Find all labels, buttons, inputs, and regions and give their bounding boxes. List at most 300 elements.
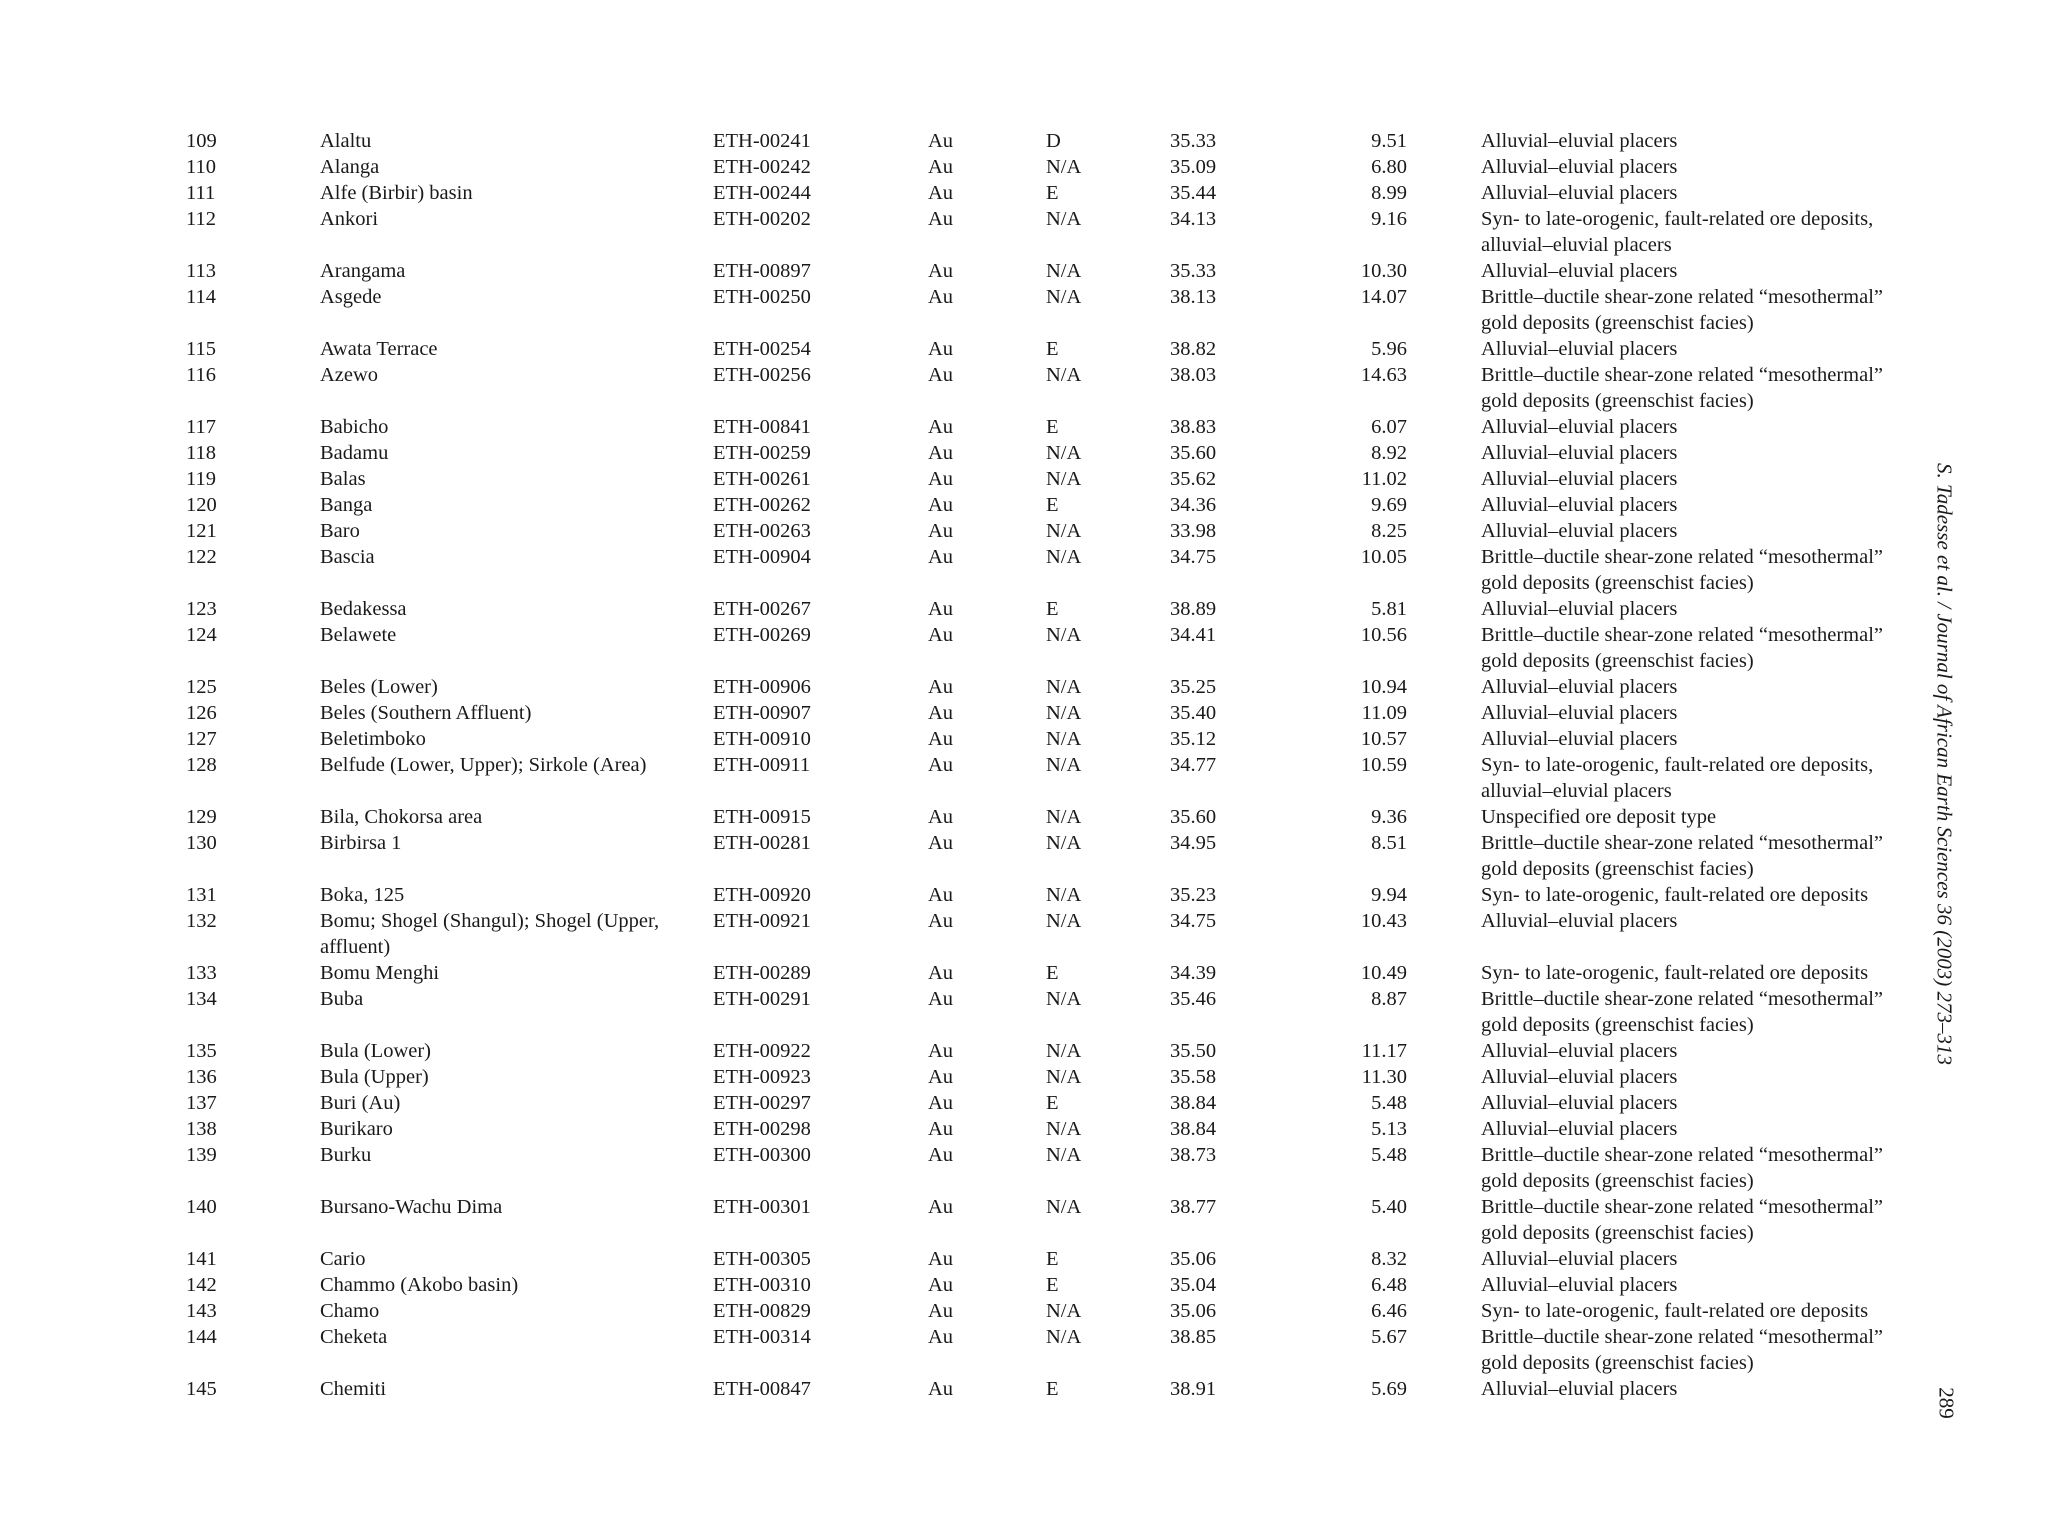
table-row	[186, 986, 1927, 1038]
cell-longitude: 35.06	[1170, 1300, 1217, 1322]
cell-longitude: 35.04	[1170, 1274, 1217, 1296]
table-row	[186, 414, 1927, 440]
cell-latitude: 6.07	[1371, 416, 1407, 438]
cell-spacer	[1407, 284, 1481, 336]
cell-deposit-id: ETH-00907	[713, 702, 811, 724]
table-row	[186, 128, 1927, 154]
cell-deposit-id: ETH-00261	[713, 468, 811, 490]
cell-deposit-name: Badamu	[320, 442, 389, 464]
cell-deposit-id: ETH-00915	[713, 806, 811, 828]
cell-deposit-type: Alluvial–eluvial placers	[1481, 520, 1678, 542]
cell-status: N/A	[1046, 806, 1082, 828]
cell-deposit-name: Belawete	[320, 624, 397, 646]
cell-deposit-type: Brittle–ductile shear-zone related “mesothermal” gold deposits (greenschist facies)	[1481, 624, 1884, 672]
cell-number: 115	[186, 338, 216, 360]
cell-number: 136	[186, 1066, 217, 1088]
cell-spacer	[1407, 518, 1481, 544]
cell-latitude: 11.02	[1361, 468, 1407, 490]
cell-deposit-id: ETH-00922	[713, 1040, 811, 1062]
cell-deposit-name: Buba	[320, 988, 364, 1010]
cell-longitude: 35.50	[1170, 1040, 1217, 1062]
table-body	[186, 128, 1927, 1402]
table-row	[186, 1090, 1927, 1116]
cell-number: 137	[186, 1092, 217, 1114]
cell-commodity: Au	[928, 728, 954, 750]
cell-deposit-type: Alluvial–eluvial placers	[1481, 702, 1678, 724]
table-row	[186, 804, 1927, 830]
cell-commodity: Au	[928, 364, 954, 386]
cell-number: 121	[186, 520, 217, 542]
cell-commodity: Au	[928, 416, 954, 438]
cell-number: 120	[186, 494, 217, 516]
cell-latitude: 10.43	[1360, 910, 1407, 932]
page-number	[1926, 1383, 1966, 1423]
table-row	[186, 466, 1927, 492]
cell-number: 142	[186, 1274, 217, 1296]
cell-number: 130	[186, 832, 217, 854]
deposits-table	[186, 128, 1927, 1402]
cell-latitude: 6.48	[1371, 1274, 1407, 1296]
table-row	[186, 206, 1927, 258]
cell-longitude: 38.77	[1170, 1196, 1217, 1218]
cell-number: 128	[186, 754, 217, 776]
cell-number: 125	[186, 676, 217, 698]
cell-commodity: Au	[928, 156, 954, 178]
cell-spacer	[1407, 1246, 1481, 1272]
cell-status: E	[1046, 598, 1059, 620]
cell-deposit-type: Brittle–ductile shear-zone related “mesothermal” gold deposits (greenschist facies)	[1481, 1144, 1884, 1192]
table-row	[186, 1142, 1927, 1194]
cell-deposit-id: ETH-00256	[713, 364, 811, 386]
cell-number: 114	[186, 286, 216, 308]
cell-spacer	[1407, 336, 1481, 362]
cell-commodity: Au	[928, 1118, 954, 1140]
table-row	[186, 518, 1927, 544]
cell-latitude: 10.05	[1360, 546, 1407, 568]
cell-number: 139	[186, 1144, 217, 1166]
cell-spacer	[1407, 1324, 1481, 1376]
cell-deposit-id: ETH-00906	[713, 676, 811, 698]
cell-number: 138	[186, 1118, 217, 1140]
cell-latitude: 5.40	[1371, 1196, 1407, 1218]
cell-spacer	[1407, 440, 1481, 466]
cell-number: 112	[186, 208, 216, 230]
cell-longitude: 35.06	[1170, 1248, 1217, 1270]
cell-longitude: 35.40	[1170, 702, 1217, 724]
cell-status: N/A	[1046, 208, 1082, 230]
cell-deposit-id: ETH-00911	[713, 754, 811, 776]
cell-status: N/A	[1046, 156, 1082, 178]
cell-deposit-name: Alfe (Birbir) basin	[320, 182, 473, 204]
cell-deposit-name: Belfude (Lower, Upper); Sirkole (Area)	[320, 754, 647, 776]
cell-latitude: 8.99	[1371, 182, 1407, 204]
cell-number: 117	[186, 416, 216, 438]
cell-spacer	[1407, 154, 1481, 180]
cell-deposit-name: Cario	[320, 1248, 366, 1270]
cell-latitude: 5.13	[1371, 1118, 1407, 1140]
table-row	[186, 1376, 1927, 1402]
cell-deposit-id: ETH-00305	[713, 1248, 811, 1270]
cell-deposit-id: ETH-00262	[713, 494, 811, 516]
table-row	[186, 1298, 1927, 1324]
cell-number: 132	[186, 910, 217, 932]
cell-spacer	[1407, 596, 1481, 622]
cell-latitude: 8.87	[1371, 988, 1407, 1010]
cell-number: 129	[186, 806, 217, 828]
cell-spacer	[1407, 882, 1481, 908]
cell-number: 133	[186, 962, 217, 984]
cell-longitude: 34.36	[1170, 494, 1217, 516]
cell-deposit-id: ETH-00202	[713, 208, 811, 230]
cell-deposit-name: Bursano-Wachu Dima	[320, 1196, 503, 1218]
cell-status: N/A	[1046, 1040, 1082, 1062]
cell-deposit-id: ETH-00310	[713, 1274, 811, 1296]
cell-commodity: Au	[928, 130, 954, 152]
cell-deposit-id: ETH-00298	[713, 1118, 811, 1140]
cell-status: E	[1046, 494, 1059, 516]
cell-status: N/A	[1046, 442, 1082, 464]
table-row	[186, 180, 1927, 206]
cell-deposit-id: ETH-00297	[713, 1092, 811, 1114]
cell-longitude: 38.91	[1170, 1378, 1217, 1400]
cell-status: N/A	[1046, 728, 1082, 750]
cell-deposit-name: Asgede	[320, 286, 382, 308]
cell-deposit-type: Alluvial–eluvial placers	[1481, 468, 1678, 490]
cell-deposit-id: ETH-00829	[713, 1300, 811, 1322]
cell-latitude: 10.94	[1360, 676, 1407, 698]
table-row	[186, 1116, 1927, 1142]
cell-spacer	[1407, 1064, 1481, 1090]
cell-latitude: 9.94	[1371, 884, 1407, 906]
cell-longitude: 35.58	[1170, 1066, 1217, 1088]
cell-latitude: 10.57	[1360, 728, 1407, 750]
cell-commodity: Au	[928, 884, 954, 906]
cell-commodity: Au	[928, 442, 954, 464]
cell-deposit-name: Chammo (Akobo basin)	[320, 1274, 519, 1296]
cell-deposit-name: Boka, 125	[320, 884, 405, 906]
cell-status: N/A	[1046, 702, 1082, 724]
cell-deposit-name: Bila, Chokorsa area	[320, 806, 483, 828]
cell-commodity: Au	[928, 494, 954, 516]
cell-longitude: 34.77	[1170, 754, 1217, 776]
cell-spacer	[1407, 544, 1481, 596]
cell-latitude: 10.49	[1360, 962, 1407, 984]
cell-commodity: Au	[928, 182, 954, 204]
table-row	[186, 908, 1927, 960]
cell-latitude: 10.30	[1360, 260, 1407, 282]
cell-spacer	[1407, 362, 1481, 414]
cell-commodity: Au	[928, 1378, 954, 1400]
cell-commodity: Au	[928, 1300, 954, 1322]
cell-deposit-id: ETH-00267	[713, 598, 811, 620]
cell-commodity: Au	[928, 676, 954, 698]
cell-deposit-type: Alluvial–eluvial placers	[1481, 1040, 1678, 1062]
cell-deposit-type: Alluvial–eluvial placers	[1481, 676, 1678, 698]
cell-latitude: 9.51	[1371, 130, 1407, 152]
cell-deposit-name: Burku	[320, 1144, 372, 1166]
cell-spacer	[1407, 674, 1481, 700]
cell-longitude: 38.82	[1170, 338, 1217, 360]
cell-deposit-name: Arangama	[320, 260, 406, 282]
cell-status: N/A	[1046, 286, 1082, 308]
cell-number: 116	[186, 364, 216, 386]
cell-status: N/A	[1046, 1326, 1082, 1348]
table-row	[186, 1272, 1927, 1298]
cell-latitude: 8.51	[1371, 832, 1407, 854]
cell-deposit-id: ETH-00897	[713, 260, 811, 282]
cell-longitude: 38.85	[1170, 1326, 1217, 1348]
cell-deposit-name: Bomu; Shogel (Shangul); Shogel (Upper, affluent)	[320, 910, 660, 958]
cell-commodity: Au	[928, 754, 954, 776]
cell-latitude: 8.32	[1371, 1248, 1407, 1270]
cell-latitude: 5.48	[1371, 1144, 1407, 1166]
cell-deposit-type: Alluvial–eluvial placers	[1481, 1066, 1678, 1088]
cell-deposit-type: Syn- to late-orogenic, fault-related ore deposits	[1481, 884, 1869, 906]
cell-spacer	[1407, 206, 1481, 258]
cell-longitude: 33.98	[1170, 520, 1217, 542]
cell-number: 124	[186, 624, 217, 646]
cell-spacer	[1407, 1142, 1481, 1194]
cell-latitude: 5.67	[1371, 1326, 1407, 1348]
cell-commodity: Au	[928, 598, 954, 620]
cell-number: 141	[186, 1248, 217, 1270]
cell-longitude: 34.41	[1170, 624, 1217, 646]
cell-spacer	[1407, 414, 1481, 440]
table-row	[186, 284, 1927, 336]
cell-latitude: 11.30	[1361, 1066, 1407, 1088]
cell-number: 127	[186, 728, 217, 750]
cell-latitude: 5.96	[1371, 338, 1407, 360]
cell-longitude: 34.13	[1170, 208, 1217, 230]
table-row	[186, 1194, 1927, 1246]
cell-deposit-type: Brittle–ductile shear-zone related “mesothermal” gold deposits (greenschist facies)	[1481, 364, 1884, 412]
cell-deposit-id: ETH-00920	[713, 884, 811, 906]
cell-deposit-type: Alluvial–eluvial placers	[1481, 260, 1678, 282]
cell-longitude: 35.23	[1170, 884, 1217, 906]
cell-longitude: 34.95	[1170, 832, 1217, 854]
cell-status: N/A	[1046, 260, 1082, 282]
cell-longitude: 35.33	[1170, 130, 1217, 152]
cell-status: N/A	[1046, 988, 1082, 1010]
cell-number: 145	[186, 1378, 217, 1400]
cell-latitude: 14.07	[1360, 286, 1407, 308]
cell-number: 126	[186, 702, 217, 724]
cell-spacer	[1407, 1272, 1481, 1298]
cell-latitude: 9.69	[1371, 494, 1407, 516]
table-row	[186, 544, 1927, 596]
page-number-text: 289	[1934, 1387, 1959, 1419]
table-row	[186, 154, 1927, 180]
cell-longitude: 35.12	[1170, 728, 1217, 750]
cell-latitude: 11.17	[1361, 1040, 1407, 1062]
cell-number: 118	[186, 442, 216, 464]
cell-commodity: Au	[928, 338, 954, 360]
running-head	[1924, 444, 1964, 1084]
cell-number: 143	[186, 1300, 217, 1322]
cell-latitude: 9.16	[1371, 208, 1407, 230]
cell-deposit-name: Cheketa	[320, 1326, 388, 1348]
table-row	[186, 1324, 1927, 1376]
cell-deposit-name: Buri (Au)	[320, 1092, 401, 1114]
cell-commodity: Au	[928, 286, 954, 308]
cell-spacer	[1407, 1038, 1481, 1064]
cell-deposit-type: Brittle–ductile shear-zone related “mesothermal” gold deposits (greenschist facies)	[1481, 546, 1884, 594]
cell-longitude: 35.25	[1170, 676, 1217, 698]
cell-latitude: 11.09	[1361, 702, 1407, 724]
cell-number: 109	[186, 130, 217, 152]
table-row	[186, 336, 1927, 362]
table-row	[186, 1246, 1927, 1272]
cell-spacer	[1407, 960, 1481, 986]
table-row	[186, 1038, 1927, 1064]
cell-commodity: Au	[928, 1196, 954, 1218]
cell-longitude: 34.75	[1170, 546, 1217, 568]
cell-longitude: 38.83	[1170, 416, 1217, 438]
cell-deposit-type: Alluvial–eluvial placers	[1481, 1248, 1678, 1270]
cell-status: E	[1046, 1248, 1059, 1270]
cell-latitude: 10.59	[1360, 754, 1407, 776]
cell-deposit-id: ETH-00263	[713, 520, 811, 542]
cell-deposit-id: ETH-00291	[713, 988, 811, 1010]
cell-deposit-type: Syn- to late-orogenic, fault-related ore deposits, alluvial–eluvial placers	[1481, 208, 1874, 256]
cell-commodity: Au	[928, 1092, 954, 1114]
cell-spacer	[1407, 1116, 1481, 1142]
cell-deposit-id: ETH-00921	[713, 910, 811, 932]
cell-commodity: Au	[928, 702, 954, 724]
cell-deposit-id: ETH-00242	[713, 156, 811, 178]
cell-status: N/A	[1046, 546, 1082, 568]
cell-deposit-type: Alluvial–eluvial placers	[1481, 156, 1678, 178]
cell-spacer	[1407, 986, 1481, 1038]
cell-deposit-name: Azewo	[320, 364, 379, 386]
cell-deposit-type: Syn- to late-orogenic, fault-related ore deposits, alluvial–eluvial placers	[1481, 754, 1874, 802]
cell-deposit-type: Unspecified ore deposit type	[1481, 806, 1717, 828]
cell-deposit-name: Alaltu	[320, 130, 372, 152]
cell-spacer	[1407, 726, 1481, 752]
cell-commodity: Au	[928, 624, 954, 646]
cell-longitude: 35.62	[1170, 468, 1217, 490]
cell-deposit-type: Brittle–ductile shear-zone related “mesothermal” gold deposits (greenschist facies)	[1481, 1196, 1884, 1244]
cell-status: E	[1046, 1274, 1059, 1296]
cell-deposit-name: Balas	[320, 468, 366, 490]
cell-spacer	[1407, 804, 1481, 830]
cell-deposit-type: Syn- to late-orogenic, fault-related ore deposits	[1481, 962, 1869, 984]
cell-status: E	[1046, 962, 1059, 984]
cell-spacer	[1407, 752, 1481, 804]
cell-deposit-id: ETH-00841	[713, 416, 811, 438]
table-row	[186, 830, 1927, 882]
cell-latitude: 9.36	[1371, 806, 1407, 828]
cell-deposit-id: ETH-00281	[713, 832, 811, 854]
cell-deposit-type: Alluvial–eluvial placers	[1481, 130, 1678, 152]
cell-commodity: Au	[928, 468, 954, 490]
cell-longitude: 35.46	[1170, 988, 1217, 1010]
cell-longitude: 38.03	[1170, 364, 1217, 386]
cell-latitude: 5.48	[1371, 1092, 1407, 1114]
cell-deposit-id: ETH-00289	[713, 962, 811, 984]
table-row	[186, 440, 1927, 466]
cell-status: N/A	[1046, 910, 1082, 932]
cell-deposit-type: Alluvial–eluvial placers	[1481, 1378, 1678, 1400]
cell-longitude: 35.44	[1170, 182, 1217, 204]
cell-deposit-name: Chemiti	[320, 1378, 387, 1400]
cell-status: N/A	[1046, 624, 1082, 646]
cell-deposit-type: Alluvial–eluvial placers	[1481, 1274, 1678, 1296]
cell-deposit-type: Alluvial–eluvial placers	[1481, 494, 1678, 516]
table-row	[186, 882, 1927, 908]
cell-commodity: Au	[928, 1144, 954, 1166]
cell-deposit-type: Alluvial–eluvial placers	[1481, 182, 1678, 204]
cell-number: 131	[186, 884, 217, 906]
cell-spacer	[1407, 128, 1481, 154]
cell-deposit-type: Alluvial–eluvial placers	[1481, 1118, 1678, 1140]
cell-commodity: Au	[928, 520, 954, 542]
cell-deposit-name: Awata Terrace	[320, 338, 438, 360]
cell-status: N/A	[1046, 754, 1082, 776]
cell-status: N/A	[1046, 1144, 1082, 1166]
cell-deposit-type: Brittle–ductile shear-zone related “mesothermal” gold deposits (greenschist facies)	[1481, 286, 1884, 334]
cell-status: N/A	[1046, 832, 1082, 854]
cell-spacer	[1407, 908, 1481, 960]
cell-latitude: 8.25	[1371, 520, 1407, 542]
table-row	[186, 1064, 1927, 1090]
cell-commodity: Au	[928, 1040, 954, 1062]
cell-deposit-name: Bascia	[320, 546, 375, 568]
cell-deposit-type: Alluvial–eluvial placers	[1481, 416, 1678, 438]
running-head-text: S. Tadesse et al. / Journal of African Earth Sciences 36 (2003) 273–313	[1932, 463, 1957, 1065]
cell-commodity: Au	[928, 910, 954, 932]
cell-number: 123	[186, 598, 217, 620]
table-row	[186, 674, 1927, 700]
cell-deposit-name: Bomu Menghi	[320, 962, 440, 984]
cell-commodity: Au	[928, 988, 954, 1010]
cell-spacer	[1407, 700, 1481, 726]
cell-longitude: 38.13	[1170, 286, 1217, 308]
cell-deposit-name: Beles (Southern Affluent)	[320, 702, 532, 724]
cell-status: E	[1046, 416, 1059, 438]
table-row	[186, 492, 1927, 518]
cell-commodity: Au	[928, 1326, 954, 1348]
cell-spacer	[1407, 492, 1481, 518]
cell-deposit-id: ETH-00259	[713, 442, 811, 464]
table-row	[186, 622, 1927, 674]
cell-deposit-type: Brittle–ductile shear-zone related “mesothermal” gold deposits (greenschist facies)	[1481, 1326, 1884, 1374]
cell-deposit-name: Burikaro	[320, 1118, 393, 1140]
cell-status: N/A	[1046, 468, 1082, 490]
cell-deposit-id: ETH-00269	[713, 624, 811, 646]
cell-status: E	[1046, 1092, 1059, 1114]
cell-status: N/A	[1046, 520, 1082, 542]
cell-longitude: 35.33	[1170, 260, 1217, 282]
cell-deposit-name: Birbirsa 1	[320, 832, 402, 854]
cell-deposit-id: ETH-00314	[713, 1326, 811, 1348]
cell-deposit-type: Alluvial–eluvial placers	[1481, 1092, 1678, 1114]
cell-deposit-name: Chamo	[320, 1300, 380, 1322]
cell-number: 134	[186, 988, 217, 1010]
cell-longitude: 38.73	[1170, 1144, 1217, 1166]
cell-deposit-name: Banga	[320, 494, 373, 516]
cell-longitude: 35.60	[1170, 806, 1217, 828]
cell-status: E	[1046, 1378, 1059, 1400]
cell-deposit-id: ETH-00300	[713, 1144, 811, 1166]
cell-latitude: 5.81	[1371, 598, 1407, 620]
cell-deposit-type: Alluvial–eluvial placers	[1481, 598, 1678, 620]
cell-latitude: 6.80	[1371, 156, 1407, 178]
cell-number: 119	[186, 468, 216, 490]
table-row	[186, 362, 1927, 414]
cell-status: N/A	[1046, 1196, 1082, 1218]
table-row	[186, 700, 1927, 726]
